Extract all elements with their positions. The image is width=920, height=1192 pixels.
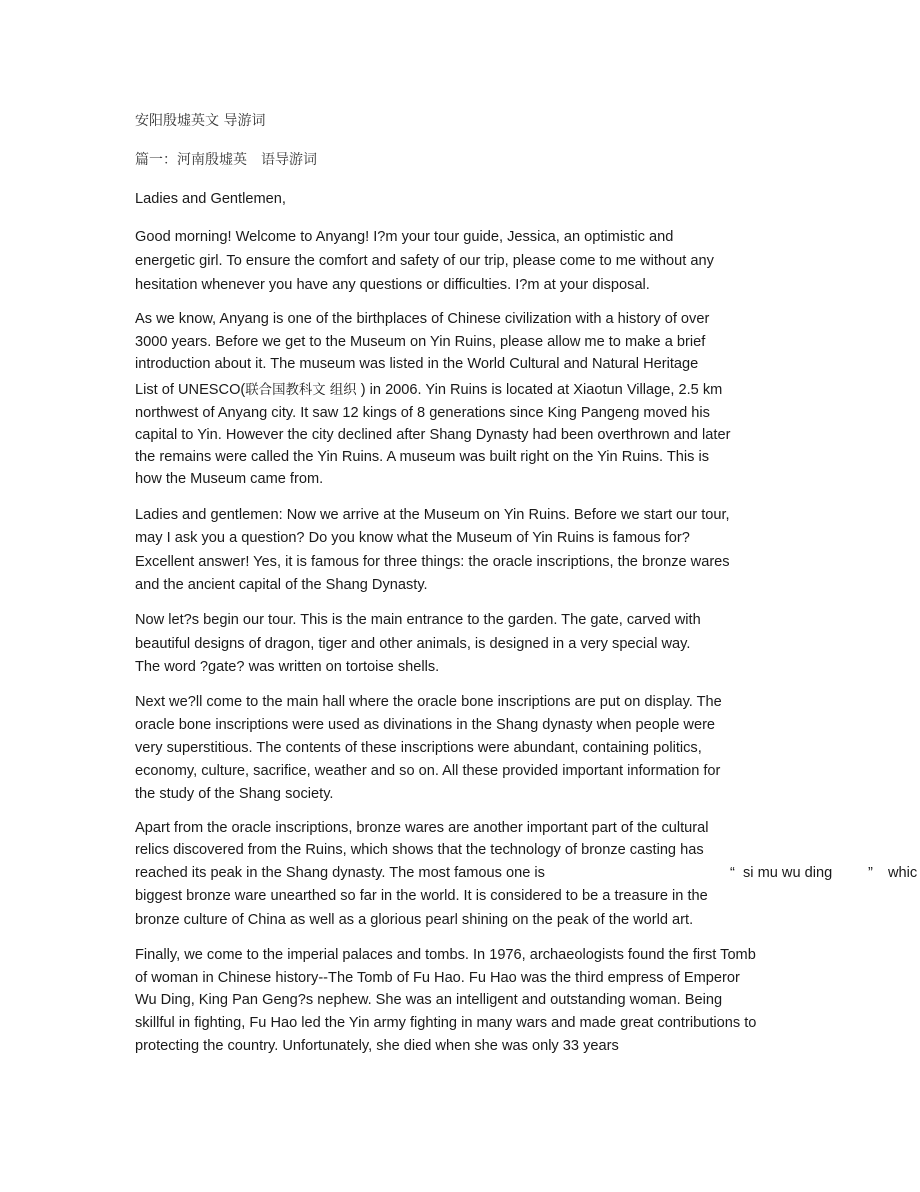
paragraph-5-line: the study of the Shang society. xyxy=(135,786,334,802)
ding-name: si mu wu ding xyxy=(743,865,833,881)
document-title: 安阳殷墟英文 导游词 xyxy=(135,113,266,129)
paragraph-7-line: of woman in Chinese history--The Tomb of Fu Hao. Fu Hao was the third empress of Emperor xyxy=(135,970,740,986)
paragraph-5-line: economy, culture, sacrifice, weather and so on. All these provided important information for xyxy=(135,763,721,779)
paragraph-4-line: Now let?s begin our tour. This is the main entrance to the garden. The gate, carved with xyxy=(135,612,701,628)
paragraph-6-line: bronze culture of China as well as a glorious pearl shining on the peak of the world art. xyxy=(135,912,694,928)
paragraph-3-line: and the ancient capital of the Shang Dynasty. xyxy=(135,577,428,593)
paragraph-3-line: may I ask you a question? Do you know what the Museum of Yin Ruins is famous for? xyxy=(135,530,690,546)
close-quote: ” xyxy=(868,865,873,881)
paragraph-1-line: Good morning! Welcome to Anyang! I?m your tour guide, Jessica, an optimistic and xyxy=(135,229,674,245)
unesco-chinese-name: 联合国教科文 组织 xyxy=(245,383,357,398)
open-quote: “ xyxy=(730,865,735,881)
section-heading: 篇一：河南殷墟英 语导游词 xyxy=(135,152,317,168)
paragraph-1-line: hesitation whenever you have any questions or difficulties. I?m at your disposal. xyxy=(135,277,650,293)
paragraph-7-line: skillful in fighting, Fu Hao led the Yin army fighting in many wars and made great contributions to xyxy=(135,1015,757,1031)
paragraph-2-line: 3000 years. Before we get to the Museum on Yin Ruins, please allow me to make a brief xyxy=(135,334,706,350)
paragraph-2-line: As we know, Anyang is one of the birthplaces of Chinese civilization with a history of over xyxy=(135,311,710,327)
salutation: Ladies and Gentlemen, xyxy=(135,191,286,207)
paragraph-4-line: The word ?gate? was written on tortoise shells. xyxy=(135,659,440,675)
paragraph-7-line: Wu Ding, King Pan Geng?s nephew. She was an intelligent and outstanding woman. Being xyxy=(135,992,723,1008)
paragraph-6-line: Apart from the oracle inscriptions, bronze wares are another important part of the cultural xyxy=(135,820,709,836)
paragraph-5-line: Next we?ll come to the main hall where the oracle bone inscriptions are put on display. The xyxy=(135,694,722,710)
paragraph-3-line: Ladies and gentlemen: Now we arrive at the Museum on Yin Ruins. Before we start our tour, xyxy=(135,507,730,523)
paragraph-2-line: how the Museum came from. xyxy=(135,471,324,487)
paragraph-2-line: the remains were called the Yin Ruins. A museum was built right on the Yin Ruins. This is xyxy=(135,449,710,465)
paragraph-6-line: biggest bronze ware unearthed so far in the world. It is considered to be a treasure in the xyxy=(135,888,708,904)
paragraph-5-line: oracle bone inscriptions were used as divinations in the Shang dynasty when people were xyxy=(135,717,716,733)
paragraph-5-line: very superstitious. The contents of these inscriptions were abundant, containing politics, xyxy=(135,740,702,756)
paragraph-2-line: introduction about it. The museum was listed in the World Cultural and Natural Heritage xyxy=(135,356,699,372)
unesco-suffix: ) in 2006. Yin Ruins is located at Xiaotun Village, 2.5 km xyxy=(356,382,723,398)
paragraph-7-line: Finally, we come to the imperial palaces and tombs. In 1976, archaeologists found the first Tomb xyxy=(135,947,756,963)
paragraph-2-line: northwest of Anyang city. It saw 12 kings of 8 generations since King Pangeng moved his xyxy=(135,405,710,421)
paragraph-1-line: energetic girl. To ensure the comfort and safety of our trip, please come to me without any xyxy=(135,253,714,269)
paragraph-7-line: protecting the country. Unfortunately, she died when she was only 33 years xyxy=(135,1038,619,1054)
paragraph-2-unesco-line xyxy=(135,381,722,400)
paragraph-3-line: Excellent answer! Yes, it is famous for three things: the oracle inscriptions, the bronze wares xyxy=(135,554,730,570)
unesco-prefix: List of UNESCO( xyxy=(135,382,246,398)
paragraph-4-line: beautiful designs of dragon, tiger and other animals, is designed in a very special way. xyxy=(135,636,691,652)
cut-off-word: whic xyxy=(888,865,918,881)
paragraph-6-famous-line: reached its peak in the Shang dynasty. The most famous one is xyxy=(135,865,545,881)
paragraph-6-line: relics discovered from the Ruins, which shows that the technology of bronze casting has xyxy=(135,842,704,858)
paragraph-2-line: capital to Yin. However the city declined after Shang Dynasty had been overthrown and later xyxy=(135,427,731,443)
